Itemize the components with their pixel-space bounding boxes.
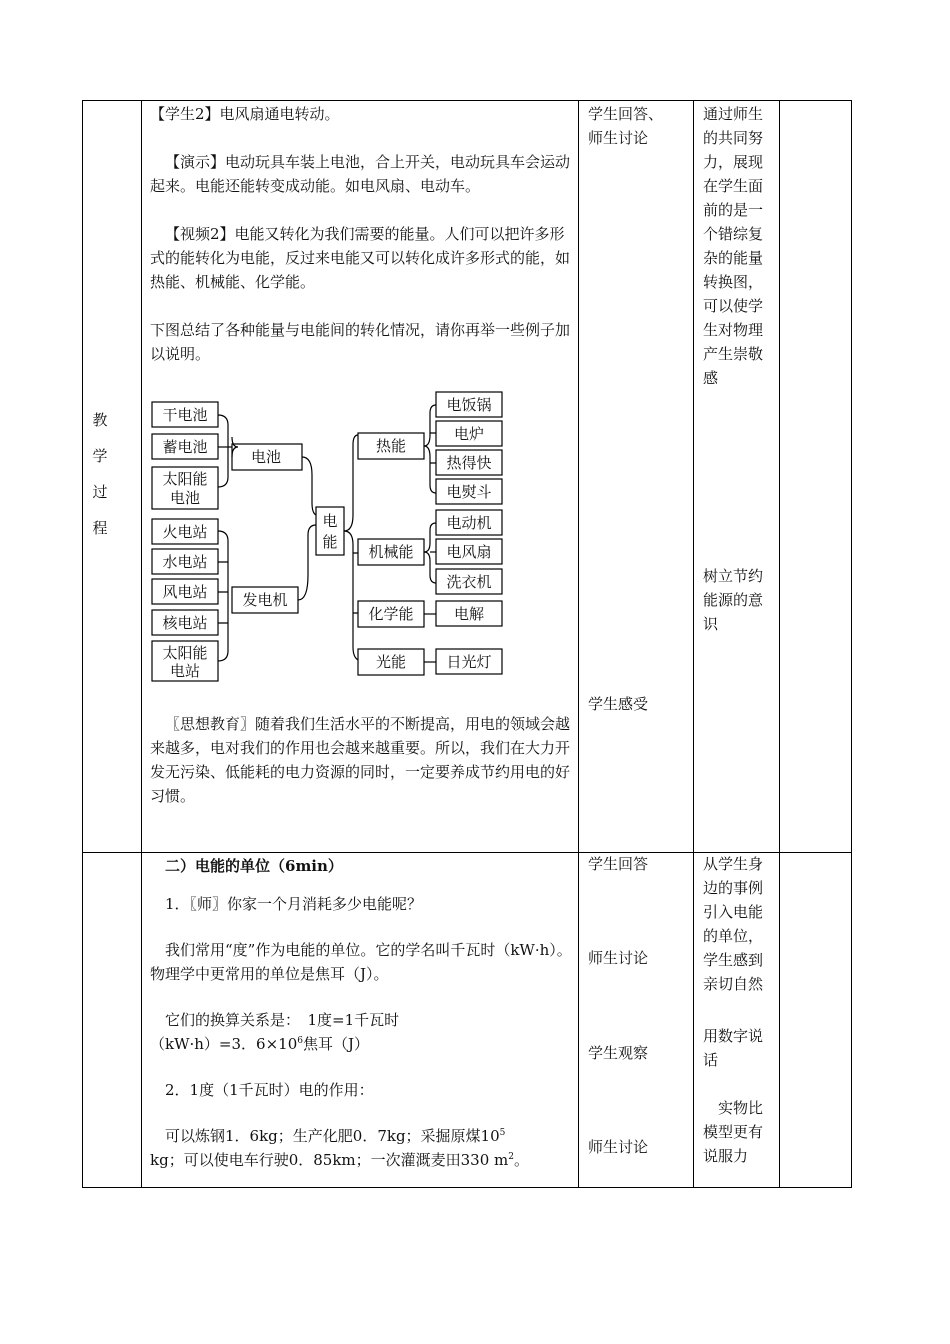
label-wind-station: 风电站 xyxy=(162,583,208,601)
label-electric-energy-1: 电 xyxy=(322,512,338,530)
intent-cell-2b: 用数字说话 xyxy=(703,1027,764,1069)
label-mechanical: 机械能 xyxy=(368,543,414,561)
label-electric-stove: 电炉 xyxy=(453,425,485,443)
question-1: 1．〖师〗你家一个月消耗多少电能呢？ xyxy=(165,895,423,913)
energy-conversion-diagram xyxy=(148,385,508,685)
label-fluorescent-lamp: 日光灯 xyxy=(446,653,492,671)
intent-cell-1b: 树立节约能源的意识 xyxy=(703,567,764,633)
label-light: 光能 xyxy=(375,653,407,671)
label-generator: 发电机 xyxy=(242,591,288,609)
usage-line-b: kg；可以使电车行驶0．85km；一次灌溉麦田330 $m^2$。 xyxy=(150,1151,530,1169)
label-electrolysis: 电解 xyxy=(453,605,485,623)
conversion-line-b: （kW·h）=3．$6\times 10^6$焦耳（J） xyxy=(150,1035,369,1053)
activity-cell-2d: 师生讨论 xyxy=(588,1138,649,1156)
paragraph-diagram-intro: 下图总结了各种能量与电能间的转化情况，请你再举一些例子加以说明。 xyxy=(150,321,571,363)
question-2: 2．1度（1千瓦时）电的作用： xyxy=(165,1081,374,1099)
label-washer: 洗衣机 xyxy=(446,573,492,591)
intent-cell-2c: 实物比模型更有说服力 xyxy=(703,1099,764,1165)
label-solar-station-1: 太阳能 xyxy=(162,644,208,662)
label-chemical: 化学能 xyxy=(368,605,414,623)
label-battery: 电池 xyxy=(250,448,282,466)
content-cell-1b xyxy=(150,712,572,808)
label-rice-cooker: 电饭锅 xyxy=(446,396,492,414)
label-motor: 电动机 xyxy=(446,514,492,532)
content-cell-2 xyxy=(150,854,572,1172)
content-cell-1 xyxy=(150,102,572,366)
conversion-line-a: 它们的换算关系是： 1度=1千瓦时 xyxy=(165,1011,400,1029)
activity-cell-2: 学生回答 xyxy=(588,855,649,873)
activity-cell-2c: 学生观察 xyxy=(588,1044,649,1062)
paragraph-thought-education: 〖思想教育〗随着我们生活水平的不断提高，用电的领域会越来越多，电对我们的作用也会越来越重要。所以，我们在大力开发无污染、低能耗的电力资源的同时，一定要养成节约用电的好习惯。 xyxy=(150,715,571,805)
activity-cell-2b: 师生讨论 xyxy=(588,949,649,967)
usage-line-a: 可以炼钢1．6kg；生产化肥0．7kg；采掘原煤$10^5$ xyxy=(165,1127,506,1145)
label-storage-battery: 蓄电池 xyxy=(162,438,208,456)
paragraph-demo: 【演示】电动玩具车装上电池，合上开关，电动玩具车会运动起来。电能还能转变成动能。如电风扇、电动车。 xyxy=(150,153,571,195)
paragraph-video2: 【视频2】电能又转化为我们需要的能量。人们可以把许多形式的能转化为电能，反过来电能又可以转化成许多形式的能，如热能、机械能、化学能。 xyxy=(150,225,571,291)
activity-cell-1: 学生回答、 师生讨论 xyxy=(588,105,664,147)
label-hydro-station: 水电站 xyxy=(162,553,208,571)
paragraph-student2: 【学生2】电风扇通电转动。 xyxy=(150,105,340,123)
label-immersion-heater: 热得快 xyxy=(446,454,492,472)
label-electric-iron: 电熨斗 xyxy=(446,483,492,501)
label-electric-energy-2: 能 xyxy=(322,533,338,551)
activity-cell-1b: 学生感受 xyxy=(588,695,649,713)
label-nuclear-station: 核电站 xyxy=(162,614,208,632)
intent-cell-1: 通过师生的共同努力，展现在学生面前的是一个错综复杂的能量转换图，可以使学生对物理产生崇敬感 xyxy=(703,105,764,387)
label-dry-battery: 干电池 xyxy=(162,406,208,424)
intent-cell-2: 从学生身边的事例引入电能的单位，学生感到亲切自然 xyxy=(703,855,764,993)
stage-label-teaching-process: 教 学 过 程 xyxy=(92,411,108,537)
section2-heading: 二）电能的单位（6min） xyxy=(165,857,343,875)
label-solar-station-2: 电站 xyxy=(169,662,201,680)
paragraph-unit: 我们常用“度”作为电能的单位。它的学名叫千瓦时（kW·h）。物理学中更常用的单位是焦耳（J）。 xyxy=(150,941,572,983)
label-fan: 电风扇 xyxy=(446,543,492,561)
label-heat: 热能 xyxy=(375,437,407,455)
label-thermal-station: 火电站 xyxy=(162,523,208,541)
label-solar-battery-2: 电池 xyxy=(169,489,201,507)
label-solar-battery-1: 太阳能 xyxy=(162,470,208,488)
